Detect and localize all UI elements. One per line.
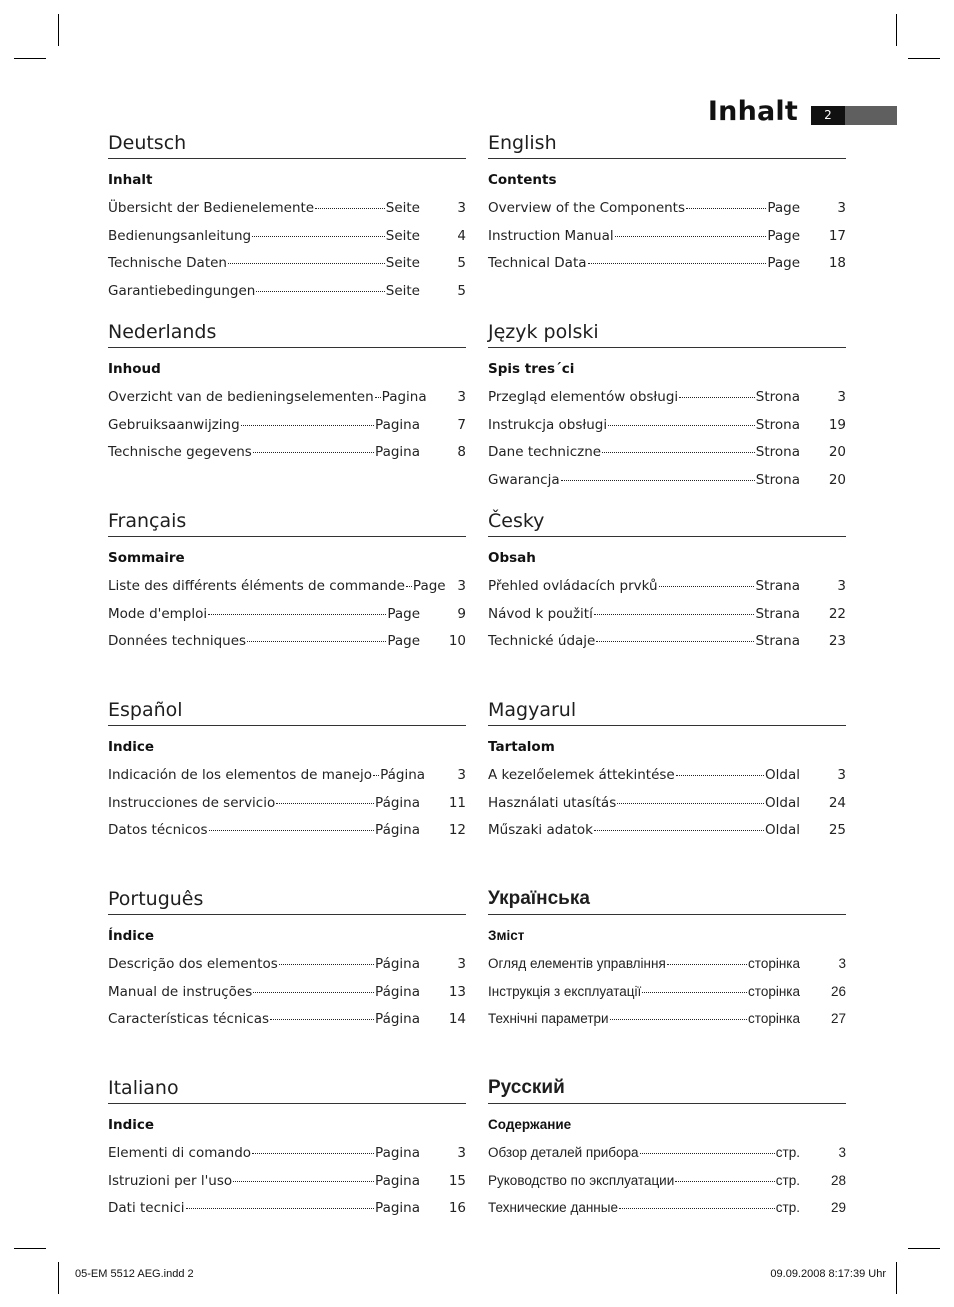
toc-entry-page-word: Pagina (375, 444, 420, 460)
section-subheading: Indice (108, 739, 155, 755)
toc-entry-label: Інструкція з експлуатації (488, 983, 642, 999)
toc-entry-page-word: Página (375, 822, 420, 838)
dot-leader (241, 425, 374, 426)
toc-entry-page-word: Page (767, 200, 800, 216)
dot-leader (253, 452, 374, 453)
toc-list (488, 389, 846, 499)
toc-list (488, 578, 846, 661)
toc-entry-page-number: 5 (457, 255, 466, 271)
section-heading: Deutsch (108, 131, 466, 159)
dot-leader (186, 1208, 375, 1209)
toc-entry-label: Technische gegevens (108, 444, 252, 460)
section-heading: Русский (488, 1076, 846, 1104)
toc-list (108, 1145, 466, 1228)
dot-leader (640, 1153, 775, 1154)
toc-entry[interactable] (488, 578, 846, 606)
section-subheading: Contents (488, 172, 557, 188)
toc-entry[interactable] (108, 444, 466, 472)
toc-entry-page-word: Pagina (375, 1172, 420, 1189)
toc-list (488, 1145, 846, 1228)
toc-entry-label: Руководство по эксплуатации (488, 1172, 675, 1188)
toc-entry-page-number: 13 (448, 983, 466, 1000)
section-subheading: Índice (108, 928, 155, 944)
toc-entry-label: Liste des différents éléments de commande (108, 578, 405, 594)
toc-entry-page-number: 28 (830, 1172, 846, 1188)
toc-entry[interactable] (108, 389, 466, 417)
toc-entry-page-number: 3 (457, 767, 466, 783)
toc-entry-page-word: Page (387, 633, 420, 649)
toc-entry-page-number: 20 (828, 471, 846, 488)
toc-entry[interactable] (108, 984, 466, 1012)
toc-section-english (488, 131, 846, 283)
toc-entry-page-word: Oldal (765, 822, 800, 838)
toc-entry-label: Gebruiksaanwijzing (108, 416, 240, 433)
dot-leader (208, 614, 386, 615)
toc-entry-page-number: 3 (838, 956, 846, 971)
toc-entry-page-word: стр. (775, 1145, 800, 1160)
toc-section-magyarul (488, 698, 846, 850)
toc-entry-page-number: 29 (830, 1200, 846, 1215)
toc-entry[interactable] (108, 578, 466, 606)
section-heading: Nederlands (108, 320, 466, 348)
toc-entry-page-number: 3 (457, 956, 466, 972)
toc-list (108, 389, 466, 472)
toc-entry-label: Overview of the Components (488, 200, 686, 216)
toc-entry[interactable] (488, 255, 846, 283)
toc-list (488, 956, 846, 1039)
dot-leader (617, 803, 764, 804)
dot-leader (209, 830, 374, 831)
toc-entry[interactable] (108, 200, 466, 228)
toc-entry-page-word: Oldal (765, 794, 800, 811)
toc-entry-page-word: Strona (755, 389, 800, 405)
toc-entry-label: Návod k použití (488, 605, 593, 622)
toc-entry-page-number: 24 (828, 794, 846, 811)
toc-entry-page-word: Strona (755, 416, 800, 433)
section-heading: Italiano (108, 1076, 466, 1104)
dot-leader (252, 236, 385, 237)
dot-leader (276, 803, 374, 804)
toc-entry-page-number: 20 (828, 444, 846, 460)
toc-entry-page-number: 12 (448, 822, 466, 838)
toc-section-portugues (108, 887, 466, 1039)
dot-leader (659, 586, 755, 587)
toc-entry-label: Dane techniczne (488, 444, 602, 460)
toc-entry-label: Технические данные (488, 1200, 618, 1215)
toc-entry-page-number: 3 (837, 767, 846, 783)
dot-leader (602, 452, 755, 453)
toc-entry-page-number: 3 (838, 1145, 846, 1160)
toc-entry-label: Übersicht der Bedienelemente (108, 200, 315, 216)
dot-leader (247, 641, 386, 642)
toc-entry-page-word: Página (375, 1011, 420, 1027)
crop-mark (14, 58, 46, 59)
section-heading: Українська (488, 887, 846, 915)
toc-entry-label: Instruction Manual (488, 227, 614, 244)
dot-leader (608, 425, 755, 426)
toc-entry-label: Technical Data (488, 255, 587, 271)
section-subheading: Зміст (488, 928, 525, 943)
toc-entry-page-number: 3 (457, 1145, 466, 1161)
dot-leader (315, 208, 385, 209)
dot-leader (676, 775, 764, 776)
crop-mark (908, 58, 940, 59)
toc-entry[interactable] (488, 984, 846, 1012)
toc-entry-page-number: 19 (828, 416, 846, 433)
toc-entry[interactable] (108, 255, 466, 283)
toc-entry-label: Overzicht van de bedieningselementen (108, 389, 374, 405)
toc-entry-label: Instrucciones de servicio (108, 794, 276, 811)
toc-entry-page-number: 11 (448, 794, 466, 811)
dot-leader (610, 1019, 747, 1020)
toc-section-ukrainian (488, 887, 846, 1039)
toc-entry-page-number: 3 (457, 578, 466, 594)
toc-section-deutsch (108, 131, 466, 310)
toc-entry-page-word: Página (380, 767, 426, 783)
toc-entry[interactable] (488, 767, 846, 795)
section-subheading: Inhoud (108, 361, 161, 377)
toc-entry-page-word: Strana (755, 605, 800, 622)
toc-entry-page-word: Pagina (375, 416, 420, 433)
toc-list (108, 767, 466, 850)
toc-entry-label: Características técnicas (108, 1011, 269, 1027)
toc-entry-label: Dati tecnici (108, 1200, 185, 1216)
toc-entry-label: Indicación de los elementos de manejo (108, 767, 373, 783)
toc-entry-page-word: Oldal (765, 767, 800, 783)
section-subheading: Obsah (488, 550, 536, 566)
toc-section-polski (488, 320, 846, 499)
section-heading: Język polski (488, 320, 846, 348)
dot-leader (406, 586, 412, 587)
toc-entry-page-word: Strana (755, 578, 800, 594)
section-subheading: Inhalt (108, 172, 153, 188)
toc-entry[interactable] (108, 795, 466, 823)
toc-entry-page-word: Pagina (375, 1145, 420, 1161)
toc-entry[interactable] (488, 1011, 846, 1039)
toc-entry[interactable] (108, 1145, 466, 1173)
section-subheading: Sommaire (108, 550, 185, 566)
toc-entry-label: Elementi di comando (108, 1145, 252, 1161)
toc-entry[interactable] (108, 606, 466, 634)
toc-entry-page-word: сторінка (748, 1011, 800, 1026)
toc-entry-label: Descrição dos elementos (108, 956, 278, 972)
toc-entry-label: Istruzioni per l'uso (108, 1172, 233, 1189)
dot-leader (675, 1181, 775, 1182)
toc-section-russian (488, 1076, 846, 1228)
toc-section-italiano (108, 1076, 466, 1228)
section-subheading: Spis tres´ci (488, 361, 575, 377)
section-heading: Magyarul (488, 698, 846, 726)
dot-leader (561, 480, 755, 481)
toc-list (488, 200, 846, 283)
footer-file-info: 05-EM 5512 AEG.indd 2 (75, 1268, 194, 1280)
toc-list (108, 956, 466, 1039)
toc-entry-page-number: 23 (828, 633, 846, 649)
dot-leader (615, 236, 767, 237)
toc-entry[interactable] (108, 417, 466, 445)
toc-entry-page-word: стр. (775, 1200, 800, 1215)
dot-leader (373, 775, 379, 776)
toc-entry-page-number: 17 (828, 227, 846, 244)
toc-entry[interactable] (488, 606, 846, 634)
page-number: 2 (811, 106, 845, 125)
dot-leader (594, 614, 755, 615)
toc-entry-page-word: Pagina (375, 1200, 420, 1216)
toc-entry[interactable] (108, 1011, 466, 1039)
toc-entry[interactable] (488, 1145, 846, 1173)
toc-entry-page-word: сторінка (748, 983, 800, 999)
dot-leader (679, 397, 755, 398)
crop-mark (14, 1248, 46, 1249)
toc-entry-page-word: Página (375, 956, 420, 972)
toc-entry-page-word: Seite (385, 227, 420, 244)
toc-entry-page-number: 25 (828, 822, 846, 838)
dot-leader (594, 830, 764, 831)
header-bar (845, 106, 897, 125)
crop-mark (896, 14, 897, 46)
toc-entry-page-word: Página (375, 983, 420, 1000)
crop-mark (908, 1248, 940, 1249)
toc-entry-page-number: 3 (457, 389, 466, 405)
toc-entry[interactable] (488, 472, 846, 500)
toc-entry-page-number: 15 (448, 1172, 466, 1189)
toc-entry-page-word: Strona (755, 444, 800, 460)
toc-entry[interactable] (488, 822, 846, 850)
toc-entry-label: Технічні параметри (488, 1011, 609, 1026)
toc-entry-page-number: 16 (448, 1200, 466, 1216)
dot-leader (252, 1153, 374, 1154)
toc-section-nederlands (108, 320, 466, 472)
toc-entry[interactable] (488, 633, 846, 661)
section-heading: Português (108, 887, 466, 915)
toc-entry-page-number: 3 (837, 200, 846, 216)
toc-entry-label: Przegląd elementów obsługi (488, 389, 679, 405)
toc-entry[interactable] (488, 795, 846, 823)
toc-entry-label: Használati utasítás (488, 794, 617, 811)
toc-entry-label: Обзор деталей прибора (488, 1145, 639, 1160)
toc-entry-page-number: 7 (457, 416, 466, 433)
toc-entry-page-word: Strana (755, 633, 800, 649)
toc-entry-page-word: Página (375, 794, 420, 811)
toc-entry[interactable] (488, 956, 846, 984)
toc-entry-page-word: Page (767, 255, 800, 271)
toc-entry-page-number: 14 (448, 1011, 466, 1027)
dot-leader (233, 1181, 374, 1182)
toc-entry-page-number: 3 (457, 200, 466, 216)
toc-entry-label: Přehled ovládacích prvků (488, 578, 658, 594)
dot-leader (253, 992, 374, 993)
toc-section-francais (108, 509, 466, 661)
toc-entry[interactable] (108, 283, 466, 311)
section-subheading: Tartalom (488, 739, 555, 755)
dot-leader (588, 263, 767, 264)
toc-list (108, 200, 466, 310)
toc-entry-page-word: Seite (385, 282, 420, 299)
toc-list (488, 767, 846, 850)
toc-entry-label: Огляд елементів управління (488, 956, 666, 971)
toc-entry-label: Bedienungsanleitung (108, 227, 252, 244)
toc-entry-page-number: 18 (828, 255, 846, 271)
toc-entry-page-number: 26 (830, 983, 846, 999)
toc-entry-page-number: 10 (448, 633, 466, 649)
section-heading: Español (108, 698, 466, 726)
toc-section-cesky (488, 509, 846, 661)
section-subheading: Indice (108, 1117, 155, 1133)
toc-entry[interactable] (108, 633, 466, 661)
toc-entry-page-word: сторінка (748, 956, 800, 971)
dot-leader (686, 208, 766, 209)
toc-entry-page-number: 9 (457, 605, 466, 622)
section-heading: English (488, 131, 846, 159)
toc-entry[interactable] (108, 228, 466, 256)
toc-entry-label: Gwarancja (488, 471, 560, 488)
footer-timestamp: 09.09.2008 8:17:39 Uhr (770, 1268, 886, 1280)
toc-entry-label: Datos técnicos (108, 822, 208, 838)
toc-entry-page-word: Page (412, 578, 446, 594)
toc-entry[interactable] (108, 956, 466, 984)
section-heading: Česky (488, 509, 846, 537)
toc-entry-label: Műszaki adatok (488, 822, 593, 838)
dot-leader (596, 641, 754, 642)
toc-entry-page-number: 5 (457, 282, 466, 299)
toc-entry-page-word: Page (767, 227, 800, 244)
dot-leader (270, 1019, 374, 1020)
crop-mark (58, 14, 59, 46)
toc-entry[interactable] (108, 822, 466, 850)
toc-entry-page-word: Strona (755, 471, 800, 488)
toc-entry-label: Garantiebedingungen (108, 282, 256, 299)
toc-entry[interactable] (108, 767, 466, 795)
toc-entry-page-word: стр. (775, 1172, 800, 1188)
toc-entry-page-word: Seite (385, 200, 420, 216)
toc-entry[interactable] (488, 200, 846, 228)
toc-entry[interactable] (488, 1173, 846, 1201)
toc-entry-page-number: 3 (837, 389, 846, 405)
dot-leader (619, 1208, 775, 1209)
dot-leader (375, 397, 381, 398)
crop-mark (896, 1262, 897, 1294)
toc-entry[interactable] (488, 417, 846, 445)
crop-mark (58, 1262, 59, 1294)
toc-entry-label: Technische Daten (108, 255, 227, 271)
toc-section-espanol (108, 698, 466, 850)
page-title: Inhalt (707, 96, 798, 127)
toc-entry-page-word: Seite (385, 255, 420, 271)
toc-entry-label: Manual de instruções (108, 983, 253, 1000)
toc-entry-label: Technické údaje (488, 633, 596, 649)
toc-entry[interactable] (488, 389, 846, 417)
toc-entry-page-word: Pagina (381, 389, 427, 405)
toc-list (108, 578, 466, 661)
toc-entry-label: Instrukcja obsługi (488, 416, 608, 433)
dot-leader (279, 964, 374, 965)
toc-entry[interactable] (488, 1200, 846, 1228)
dot-leader (667, 964, 747, 965)
toc-entry-label: A kezelőelemek áttekintése (488, 767, 675, 783)
toc-entry[interactable] (488, 228, 846, 256)
toc-entry-label: Données techniques (108, 633, 247, 649)
toc-entry-page-number: 8 (457, 444, 466, 460)
dot-leader (642, 992, 747, 993)
dot-leader (228, 263, 385, 264)
toc-entry-page-word: Page (387, 605, 420, 622)
dot-leader (256, 291, 384, 292)
section-subheading: Содержание (488, 1117, 572, 1132)
toc-entry-page-number: 4 (457, 227, 466, 244)
toc-entry[interactable] (108, 1173, 466, 1201)
toc-entry-label: Mode d'emploi (108, 605, 208, 622)
toc-entry-page-number: 3 (837, 578, 846, 594)
toc-entry[interactable] (108, 1200, 466, 1228)
section-heading: Français (108, 509, 466, 537)
toc-entry[interactable] (488, 444, 846, 472)
toc-entry-page-number: 27 (830, 1011, 846, 1026)
toc-entry-page-number: 22 (828, 605, 846, 622)
